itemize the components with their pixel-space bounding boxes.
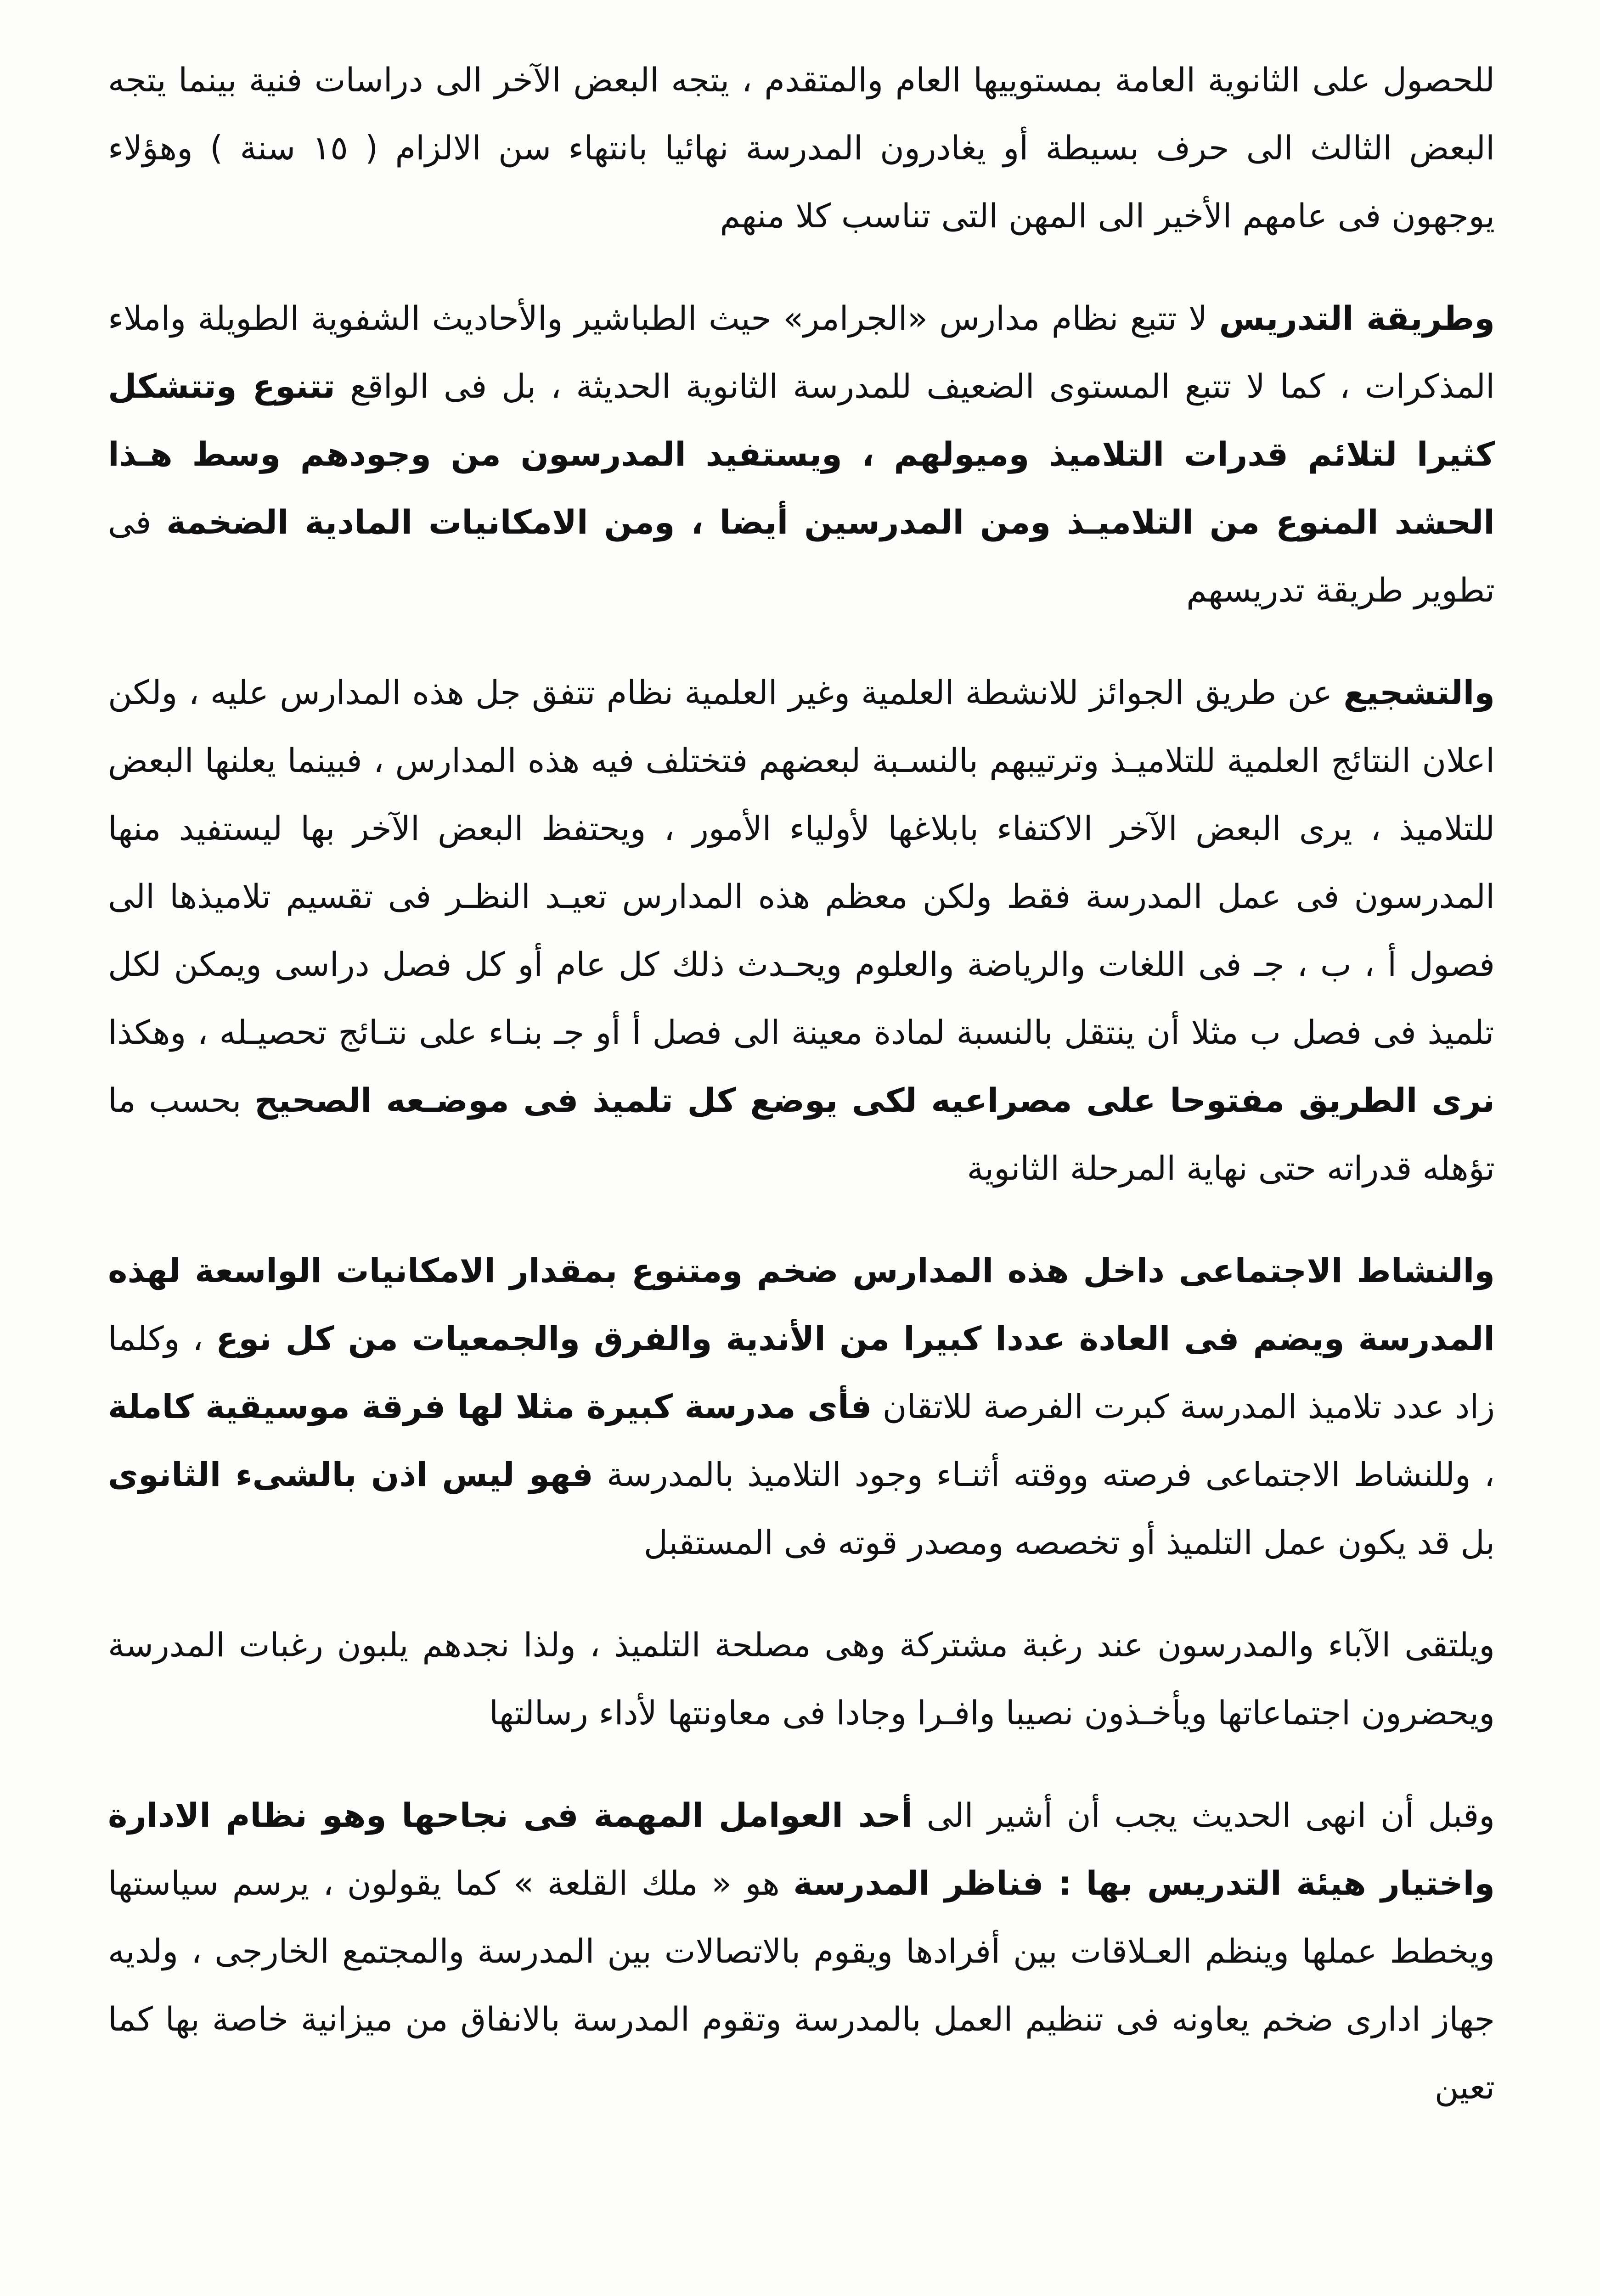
paragraph-3 bbox=[108, 658, 1495, 1202]
paragraph-6-text-1: وقبل أن انهى الحديث يجب أن أشير الى bbox=[912, 1796, 1495, 1835]
paragraph-2-emphasis: تتنوع وتتشكل كثيرا لتلائم قدرات التلاميذ وميولهم ، ويستفيد المدرسون من وجودهم وسط هـذا الحشد المنوع من التلاميـذ ومن المدرسين أيضا ، ومن الامكانيات المادية الضخمة bbox=[108, 367, 1495, 541]
paragraph-4-text-2: ، وللنشاط الاجتماعى فرصته ووقته أثنـاء وجود التلاميذ بالمدرسة bbox=[593, 1455, 1495, 1494]
paragraph-2 bbox=[108, 284, 1495, 624]
document-page bbox=[108, 46, 1495, 2296]
paragraph-4-text-1: ، وكلما زاد عدد تلاميذ المدرسة كبرت الفرصة للاتقان bbox=[108, 1319, 1495, 1426]
paragraph-6-text-2: هو « ملك القلعة » كما يقولون ، يرسم سياستها ويخطط عملها وينظم العـلاقات بين أفرادها ويقوم بالاتصالات بين المدرسة والمجتمع الخارجى ، ولديه جهاز ادارى ضخم يعاونه فى تنظيم العمل بالمدرسة وتقوم المدرسة بالانفاق من ميزانية خاصة بها كما تعين bbox=[108, 1864, 1495, 2106]
paragraph-3-text-1: عن طريق الجوائز للانشطة العلمية وغير العلمية نظام تتفق جل هذه المدارس عليه ، ولكن اعلان النتائج العلمية للتلاميـذ وترتيبهم بالنسـبة لبعضهم فتختلف فيه هذه المدارس ، فبينما يعلنها البعض للتلاميذ ، يرى البعض الآخر الاكتفاء بابلاغها لأولياء الأمور ، ويحتفظ البعض الآخر بها ليستفيد منها المدرسون فى عمل المدرسة فقط ولكن معظم هذه المدارس تعيـد النظـر فى تقسيم تلاميذها الى فصول أ ، ب ، جـ فى اللغات والرياضة والعلوم ويحـدث ذلك كل عام أو كل فصل دراسى ويمكن لكل تلميذ فى فصل ب مثلا أن ينتقل بالنسبة لمادة معينة الى فصل أ أو جـ بنـاء على نتـائج تحصيـله ، وهكذا bbox=[108, 673, 1495, 1052]
paragraph-3-text-2: بحسب ما تؤهله قدراته حتى نهاية المرحلة الثانوية bbox=[108, 1081, 1495, 1187]
paragraph-5-text: ويلتقى الآباء والمدرسون عند رغبة مشتركة وهى مصلحة التلميذ ، ولذا نجدهم يلبون رغبات المدرسة ويحضرون اجتماعاتها ويأخـذون نصيبا وافـرا وجادا فى معاونتها لأداء رسالتها bbox=[108, 1626, 1495, 1732]
paragraph-1 bbox=[108, 46, 1495, 250]
paragraph-4-emphasis-2: فهو ليس اذن بالشىء الثانوى bbox=[108, 1455, 593, 1494]
paragraph-1-text: للحصول على الثانوية العامة بمستوييها العام والمتقدم ، يتجه البعض الآخر الى دراسات فنية بينما يتجه البعض الثالث الى حرف بسيطة أو يغادرون المدرسة نهائيا بانتهاء سن الالزام ( ١٥ سنة ) وهؤلاء يوجهون فى عامهم الأخير الى المهن التى تناسب كلا منهم bbox=[108, 61, 1495, 235]
paragraph-2-heading: وطريقة التدريس bbox=[1219, 299, 1495, 338]
paragraph-4 bbox=[108, 1237, 1495, 1576]
paragraph-4-text-3: بل قد يكون عمل التلميذ أو تخصصه ومصدر قوته فى المستقبل bbox=[643, 1523, 1495, 1562]
paragraph-4-heading: والنشاط الاجتماعى داخل هذه المدارس ضخم ومتنوع بمقدار الامكانيات الواسعة لهذه المدرسة ويضم فى العادة عددا كبيرا من الأندية والفرق والجمعيات من كل نوع bbox=[108, 1251, 1495, 1358]
paragraph-6-emphasis: أحد العوامل المهمة فى نجاحها وهو نظام الادارة واختيار هيئة التدريس بها : فناظر المدرسة bbox=[108, 1796, 1495, 1902]
paragraph-6 bbox=[108, 1781, 1495, 2121]
paragraph-2-text-1: لا تتبع نظام مدارس «الجرامر» حيث الطباشير والأحاديث الشفوية الطويلة واملاء المذكرات ، كما لا تتبع المستوى الضعيف للمدرسة الثانوية الحديثة ، بل فى الواقع bbox=[108, 299, 1495, 405]
paragraph-2-text-2: فى تطوير طريقة تدريسهم bbox=[108, 503, 1495, 609]
paragraph-5 bbox=[108, 1611, 1495, 1747]
paragraph-4-emphasis-1: فأى مدرسة كبيرة مثلا لها فرقة موسيقية كاملة bbox=[108, 1387, 872, 1426]
paragraph-3-emphasis: نرى الطريق مفتوحا على مصراعيه لكى يوضع كل تلميذ فى موضـعه الصحيح bbox=[254, 1081, 1495, 1120]
paragraph-3-heading: والتشجيع bbox=[1343, 673, 1495, 712]
